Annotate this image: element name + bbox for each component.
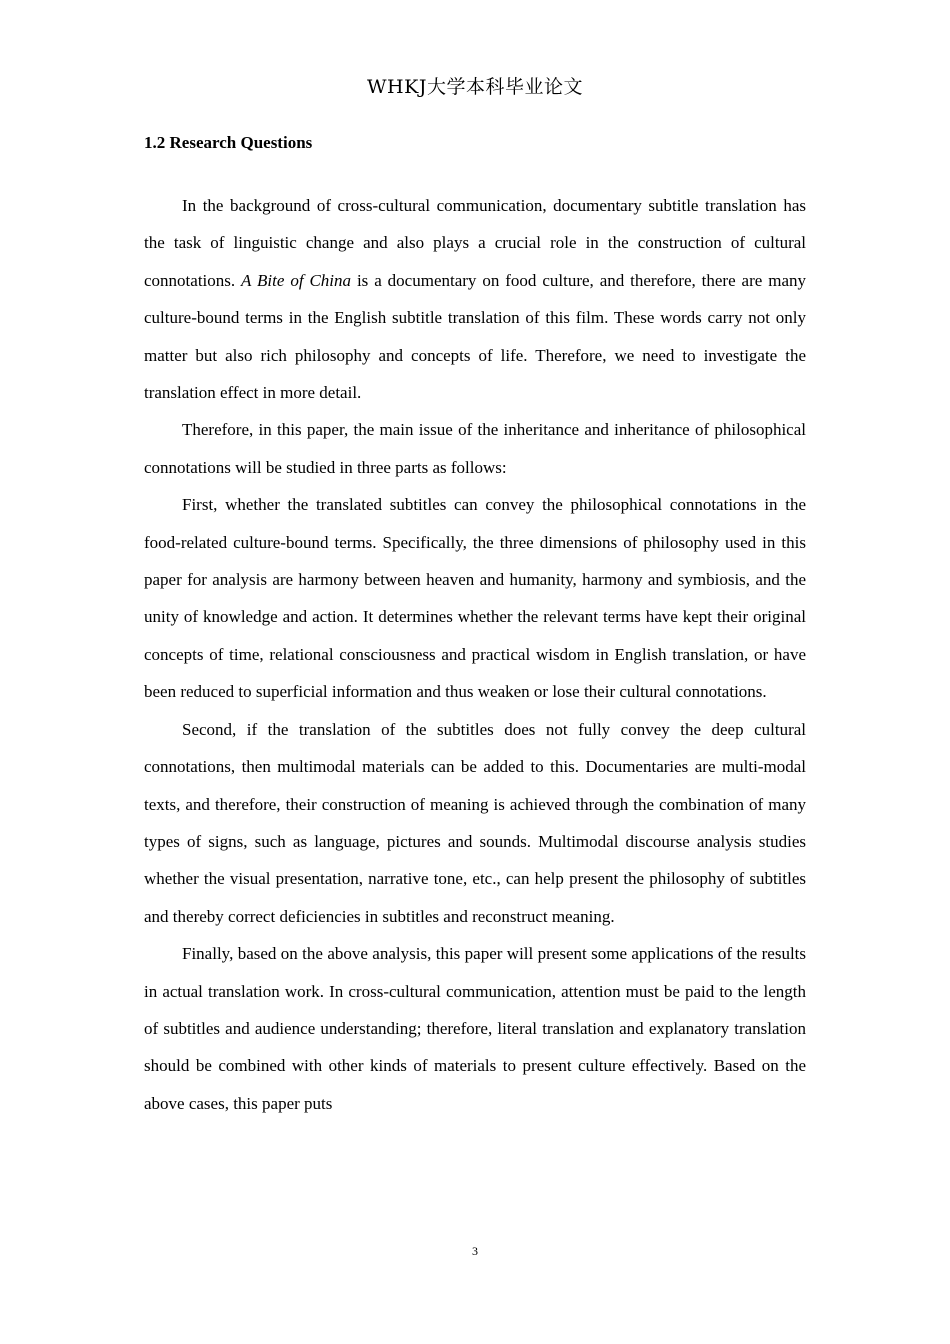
paragraph-5: Finally, based on the above analysis, this paper will present some applications of the results in actual translation work. In cross-cultural communication, attention must be paid to the length of subtitles and audience understanding; therefore, literal translation and explanatory translation should be combined with other kinds of materials to present culture effectively. Based on the above cases, this paper puts: [144, 944, 806, 1113]
documentary-title: A Bite of China: [241, 270, 352, 290]
paragraph-1-text-start: In the background of cross-cultural communication, documentary subtitle translation has the task of linguistic change and also plays a crucial role in the construction of cultural connotations.: [144, 196, 806, 290]
paragraph-2: Therefore, in this paper, the main issue of the inheritance and inheritance of philosophical connotations will be studied in three parts as follows:: [144, 420, 806, 477]
section-heading: 1.2 Research Questions: [144, 133, 313, 152]
paragraph-4: Second, if the translation of the subtitles does not fully convey the deep cultural connotations, then multimodal materials can be added to this. Documentaries are multi-modal texts, and therefore, their construction of meaning is achieved through the combination of many types of signs, such as language, pictures and sounds. Multimodal discourse analysis studies whether the visual presentation, narrative tone, etc., can help present the philosophy of subtitles and thereby correct deficiencies in subtitles and reconstruct meaning.: [144, 719, 806, 926]
page-header: WHKJ大学本科毕业论文: [367, 76, 583, 98]
body-text: [144, 187, 806, 1122]
page-number: 3: [472, 1244, 478, 1258]
paragraph-1: [144, 187, 806, 411]
paragraph-3: First, whether the translated subtitles can convey the philosophical connotations in the food-related culture-bound terms. Specifically, the three dimensions of philosophy used in this paper for analysis are harmony between heaven and humanity, harmony and symbiosis, and the unity of knowledge and action. It determines whether the relevant terms have kept their original concepts of time, relational consciousness and practical wisdom in English translation, or have been reduced to superficial information and thus weaken or lose their cultural connotations.: [144, 495, 806, 702]
paragraph-1-text-end: is a documentary on food culture, and therefore, there are many culture-bound terms in the English subtitle translation of this film. These words carry not only matter but also rich philosophy and concepts of life. Therefore, we need to investigate the translation effect in more detail.: [144, 270, 806, 403]
